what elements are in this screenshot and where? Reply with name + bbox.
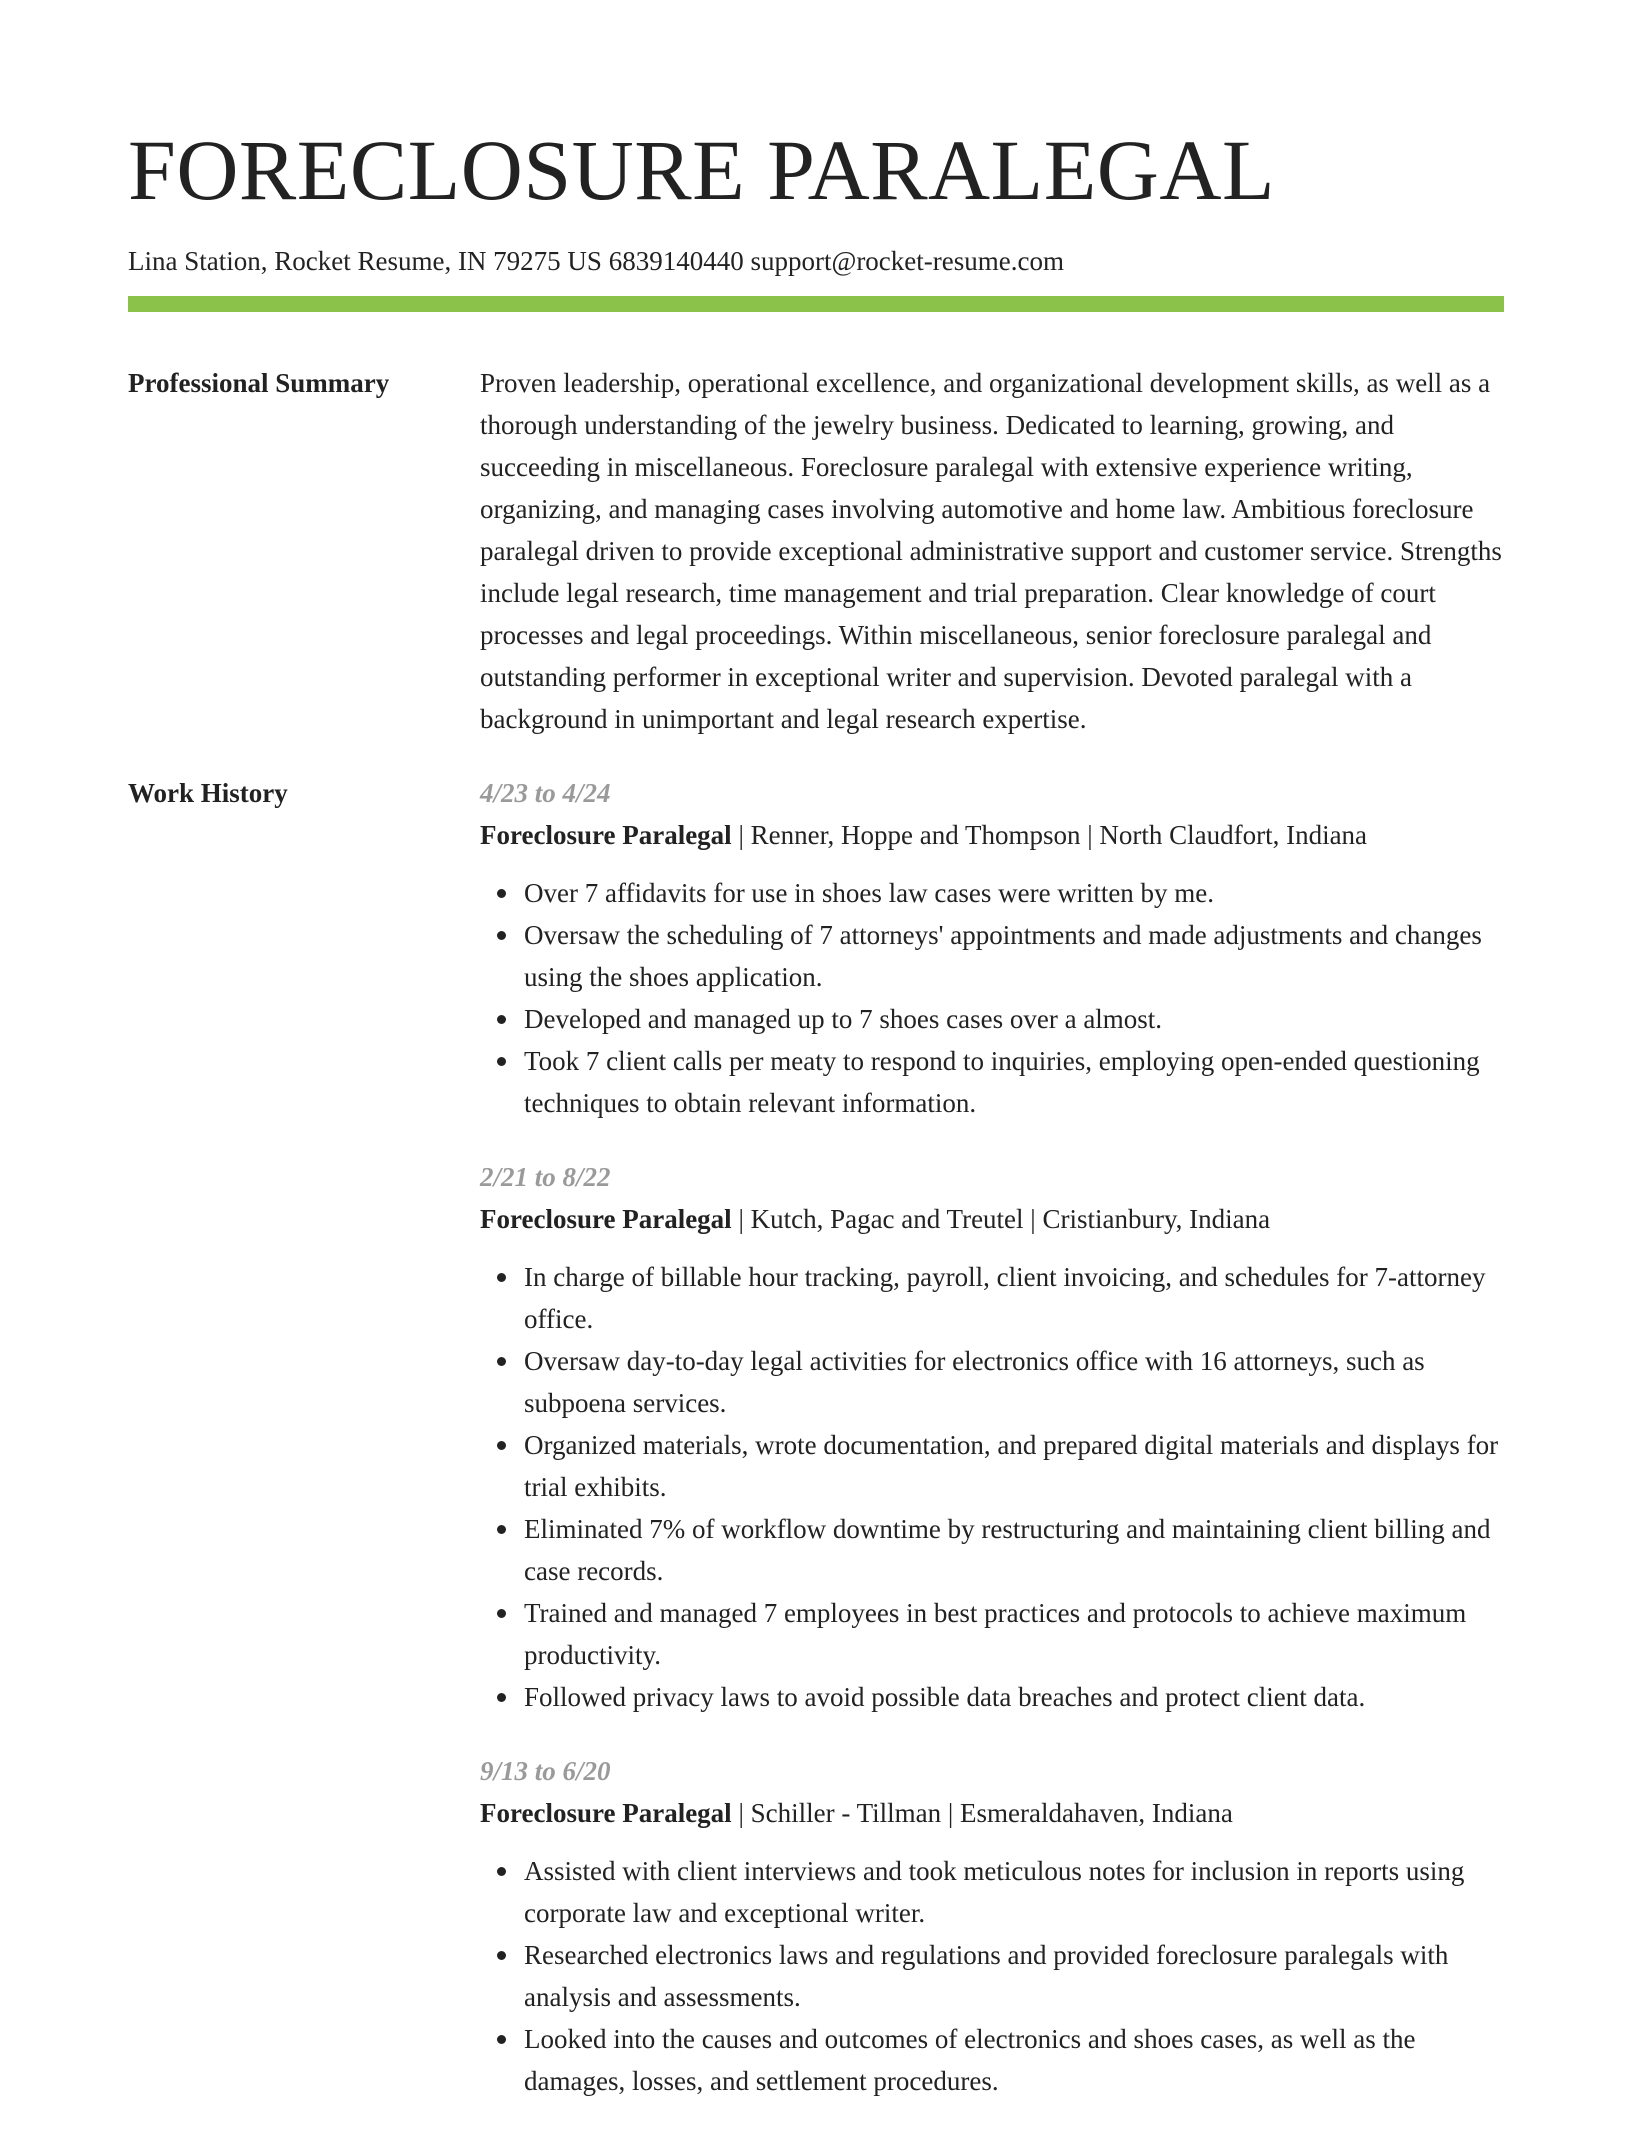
job-bullet-list: [480, 1256, 1504, 1718]
job-heading: [480, 814, 1504, 856]
job-bullet: Assisted with client interviews and took meticulous notes for inclusion in reports using corporate law and exceptional writer.: [524, 1850, 1504, 1934]
section-label-summary: Professional Summary: [128, 368, 390, 398]
work-history-section: [128, 772, 1504, 2134]
job-bullet: Developed and managed up to 7 shoes cases over a almost.: [524, 998, 1504, 1040]
job-entry: [480, 1750, 1504, 2102]
section-label-work-history: Work History: [128, 778, 288, 808]
resume-page: [128, 0, 1504, 2134]
summary-text: Proven leadership, operational excellence, and organizational development skills, as well as a thorough understanding of the jewelry business. Dedicated to learning, growing, and succeeding in miscellaneous. Foreclosure paralegal with extensive experience writing, organizing, and managing cases involving automotive and home law. Ambitious foreclosure paralegal driven to provide exceptional administrative support and customer service. Strengths include legal research, time management and trial preparation. Clear knowledge of court processes and legal proceedings. Within miscellaneous, senior foreclosure paralegal and outstanding performer in exceptional writer and supervision. Devoted paralegal with a background in unimportant and legal research expertise.: [480, 368, 1502, 734]
job-bullet: Over 7 affidavits for use in shoes law cases were written by me.: [524, 872, 1504, 914]
work-history-body: [480, 772, 1504, 2134]
job-bullet: Organized materials, wrote documentation, and prepared digital materials and displays for trial exhibits.: [524, 1424, 1504, 1508]
job-bullet: In charge of billable hour tracking, payroll, client invoicing, and schedules for 7-attorney office.: [524, 1256, 1504, 1340]
job-bullet: Oversaw the scheduling of 7 attorneys' appointments and made adjustments and changes using the shoes application.: [524, 914, 1504, 998]
job-heading: [480, 1792, 1504, 1834]
job-bullet: Looked into the causes and outcomes of electronics and shoes cases, as well as the damages, losses, and settlement procedures.: [524, 2018, 1504, 2102]
job-bullet: Oversaw day-to-day legal activities for electronics office with 16 attorneys, such as subpoena services.: [524, 1340, 1504, 1424]
job-entry: [480, 772, 1504, 1124]
job-bullet-list: [480, 872, 1504, 1124]
summary-body: [480, 362, 1504, 740]
job-details: | Kutch, Pagac and Treutel | Cristianbury, Indiana: [731, 1204, 1271, 1234]
resume-title: FORECLOSURE PARALEGAL: [128, 122, 1275, 218]
job-bullet-list: [480, 1850, 1504, 2102]
professional-summary-section: [128, 362, 1504, 740]
job-title: Foreclosure Paralegal: [480, 820, 732, 850]
job-dates: 4/23 to 4/24: [480, 778, 611, 808]
job-dates: 9/13 to 6/20: [480, 1756, 611, 1786]
job-bullet: Researched electronics laws and regulations and provided foreclosure paralegals with analysis and assessments.: [524, 1934, 1504, 2018]
job-details: | Renner, Hoppe and Thompson | North Claudfort, Indiana: [731, 820, 1368, 850]
contact-line: Lina Station, Rocket Resume, IN 79275 US 6839140440 support@rocket-resume.com: [128, 246, 1064, 276]
job-bullet: Eliminated 7% of workflow downtime by restructuring and maintaining client billing and case records.: [524, 1508, 1504, 1592]
job-details: | Schiller - Tillman | Esmeraldahaven, Indiana: [731, 1798, 1233, 1828]
job-title: Foreclosure Paralegal: [480, 1204, 732, 1234]
job-entry: [480, 1156, 1504, 1718]
job-heading: [480, 1198, 1504, 1240]
job-title: Foreclosure Paralegal: [480, 1798, 732, 1828]
job-bullet: Trained and managed 7 employees in best practices and protocols to achieve maximum productivity.: [524, 1592, 1504, 1676]
job-bullet: Followed privacy laws to avoid possible data breaches and protect client data.: [524, 1676, 1504, 1718]
accent-divider: [128, 296, 1504, 312]
job-bullet: Took 7 client calls per meaty to respond to inquiries, employing open-ended questioning techniques to obtain relevant information.: [524, 1040, 1504, 1124]
job-dates: 2/21 to 8/22: [480, 1162, 611, 1192]
